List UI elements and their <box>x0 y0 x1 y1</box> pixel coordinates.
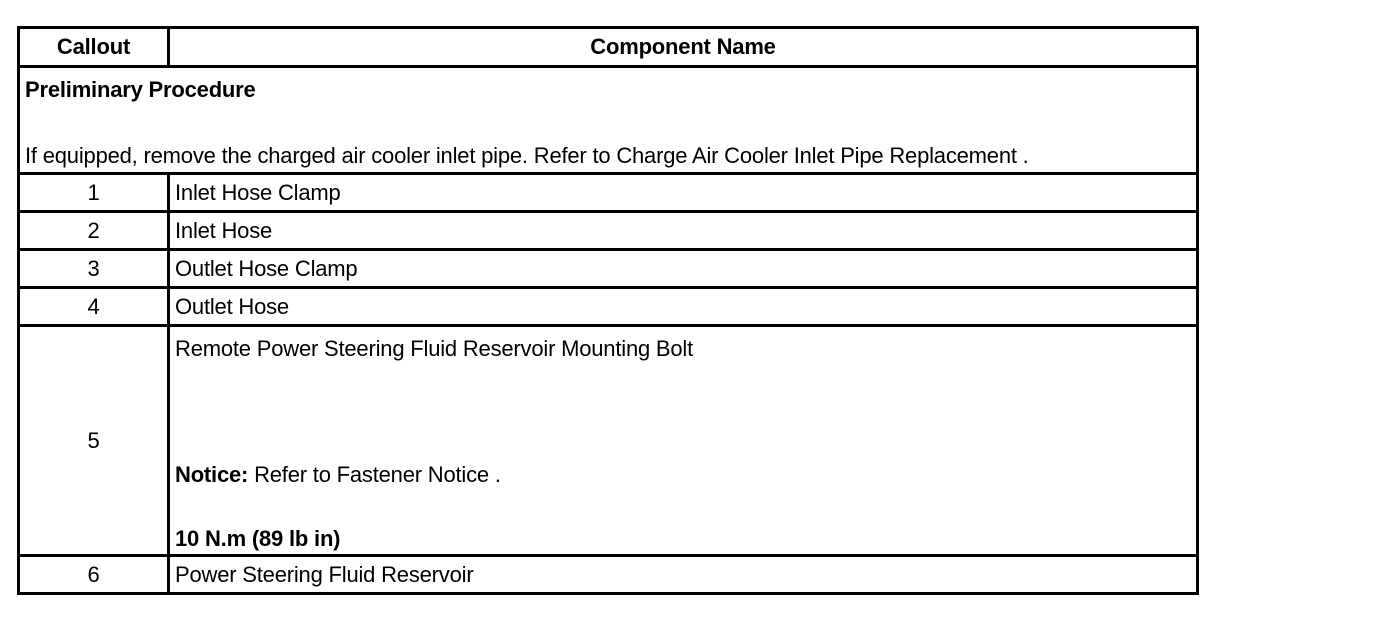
component-name: Power Steering Fluid Reservoir <box>169 556 1198 594</box>
header-component-name: Component Name <box>169 28 1198 67</box>
component-detail-cell <box>169 326 1198 556</box>
callout-number: 2 <box>19 212 169 250</box>
component-name: Outlet Hose Clamp <box>169 250 1198 288</box>
component-name: Inlet Hose <box>169 212 1198 250</box>
callout-number: 6 <box>19 556 169 594</box>
torque-spec: 10 N.m (89 lb in) <box>175 525 341 551</box>
header-row <box>19 28 1198 67</box>
callout-number: 3 <box>19 250 169 288</box>
table-row <box>19 212 1198 250</box>
component-table <box>17 26 1199 595</box>
callout-number: 5 <box>19 326 169 556</box>
preliminary-row <box>19 67 1198 174</box>
preliminary-cell <box>19 67 1198 174</box>
table-row <box>19 250 1198 288</box>
component-name: Inlet Hose Clamp <box>169 174 1198 212</box>
component-name: Outlet Hose <box>169 288 1198 326</box>
notice-label: Notice: <box>175 461 249 487</box>
table-row <box>19 556 1198 594</box>
table-row <box>19 326 1198 556</box>
table-row <box>19 174 1198 212</box>
callout-number: 1 <box>19 174 169 212</box>
preliminary-title: Preliminary Procedure <box>25 77 256 102</box>
preliminary-text: If equipped, remove the charged air cooler inlet pipe. Refer to Charge Air Cooler Inlet Pipe Replacement . <box>25 143 1029 168</box>
component-name: Remote Power Steering Fluid Reservoir Mounting Bolt <box>175 335 694 361</box>
table-row <box>19 288 1198 326</box>
fastener-notice <box>175 462 1191 488</box>
callout-number: 4 <box>19 288 169 326</box>
header-callout: Callout <box>19 28 169 67</box>
notice-text: Refer to Fastener Notice . <box>248 461 501 487</box>
